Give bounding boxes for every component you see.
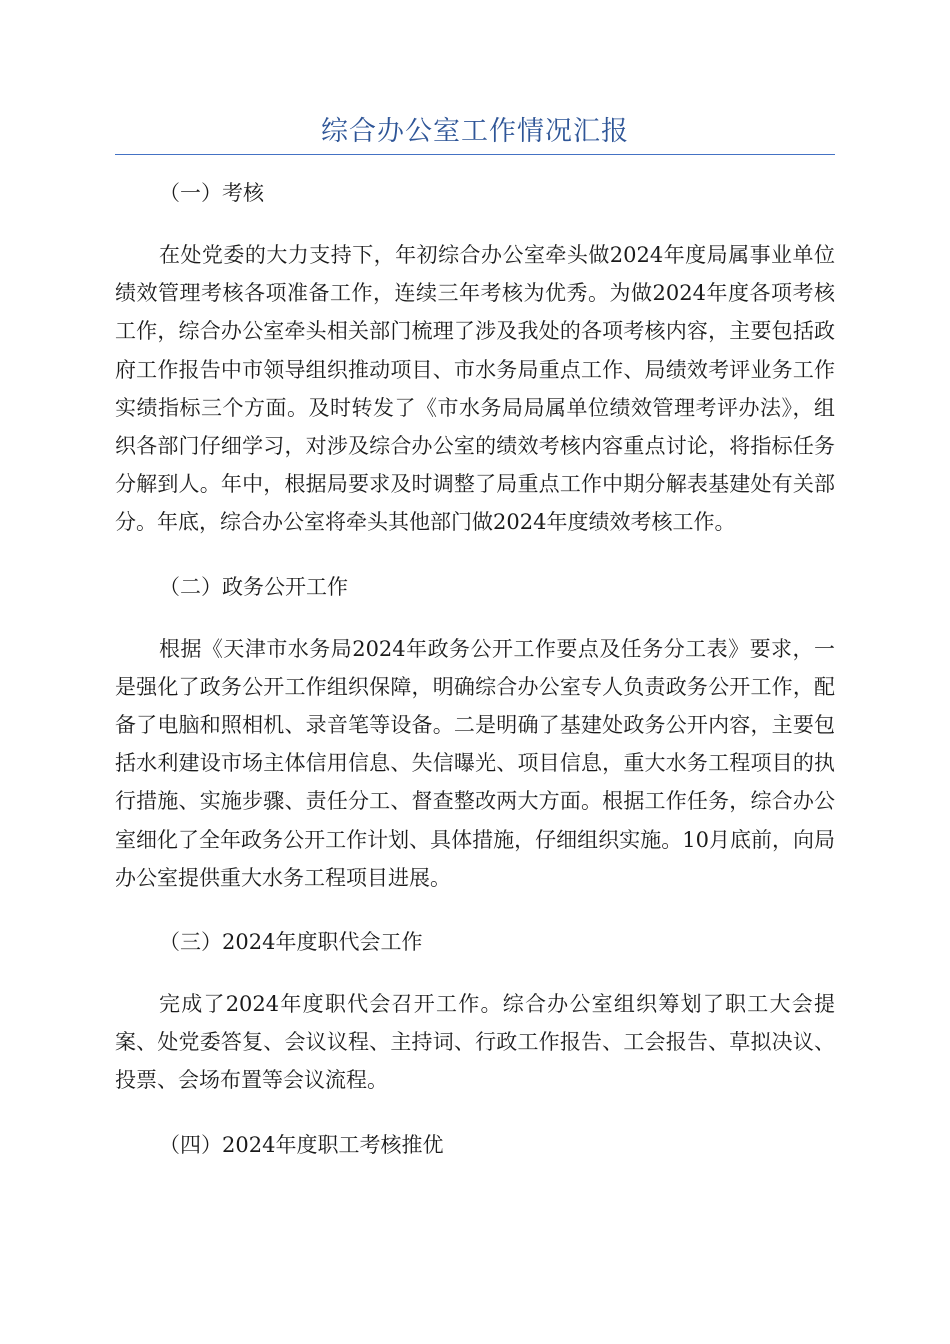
section-paragraph-2: 根据《天津市水务局2024年政务公开工作要点及任务分工表》要求，一是强化了政务公开工作组织保障，明确综合办公室专人负责政务公开工作，配备了电脑和照相机、录音笔等设备。二是明确了基建处政务公开内容，主要包括水利建设市场主体信用信息、失信曝光、项目信息，重大水务工程项目的执行措施、实施步骤、责任分工、督查整改两大方面。根据工作任务，综合办公室细化了全年政务公开工作计划、具体措施，仔细组织实施。10月底前，向局办公室提供重大水务工程项目进展。 — [115, 636, 835, 890]
document-body — [115, 174, 835, 1164]
section-paragraph-3: 完成了2024年度职代会召开工作。综合办公室组织筹划了职工大会提案、处党委答复、会议议程、主持词、行政工作报告、工会报告、草拟决议、投票、会场布置等会议流程。 — [115, 992, 835, 1093]
section-heading-3: （三）2024年度职代会工作 — [159, 930, 423, 955]
document-title: 综合办公室工作情况汇报 — [321, 116, 629, 147]
section-heading-2: （二）政务公开工作 — [159, 574, 348, 599]
section-heading-1: （一）考核 — [159, 181, 264, 205]
title-underline — [115, 154, 835, 155]
section-paragraph-1: 在处党委的大力支持下，年初综合办公室牵头做2024年度局属事业单位绩效管理考核各项准备工作，连续三年考核为优秀。为做2024年度各项考核工作，综合办公室牵头相关部门梳理了涉及我处的各项考核内容，主要包括政府工作报告中市领导组织推动项目、市水务局重点工作、局绩效考评业务工作实绩指标三个方面。及时转发了《市水务局局属单位绩效管理考评办法》，组织各部门仔细学习，对涉及综合办公室的绩效考核内容重点讨论，将指标任务分解到人。年中，根据局要求及时调整了局重点工作中期分解表基建处有关部分。年底，综合办公室将牵头其他部门做2024年度绩效考核工作。 — [115, 243, 835, 535]
section-heading-4: （四）2024年度职工考核推优 — [159, 1132, 444, 1157]
